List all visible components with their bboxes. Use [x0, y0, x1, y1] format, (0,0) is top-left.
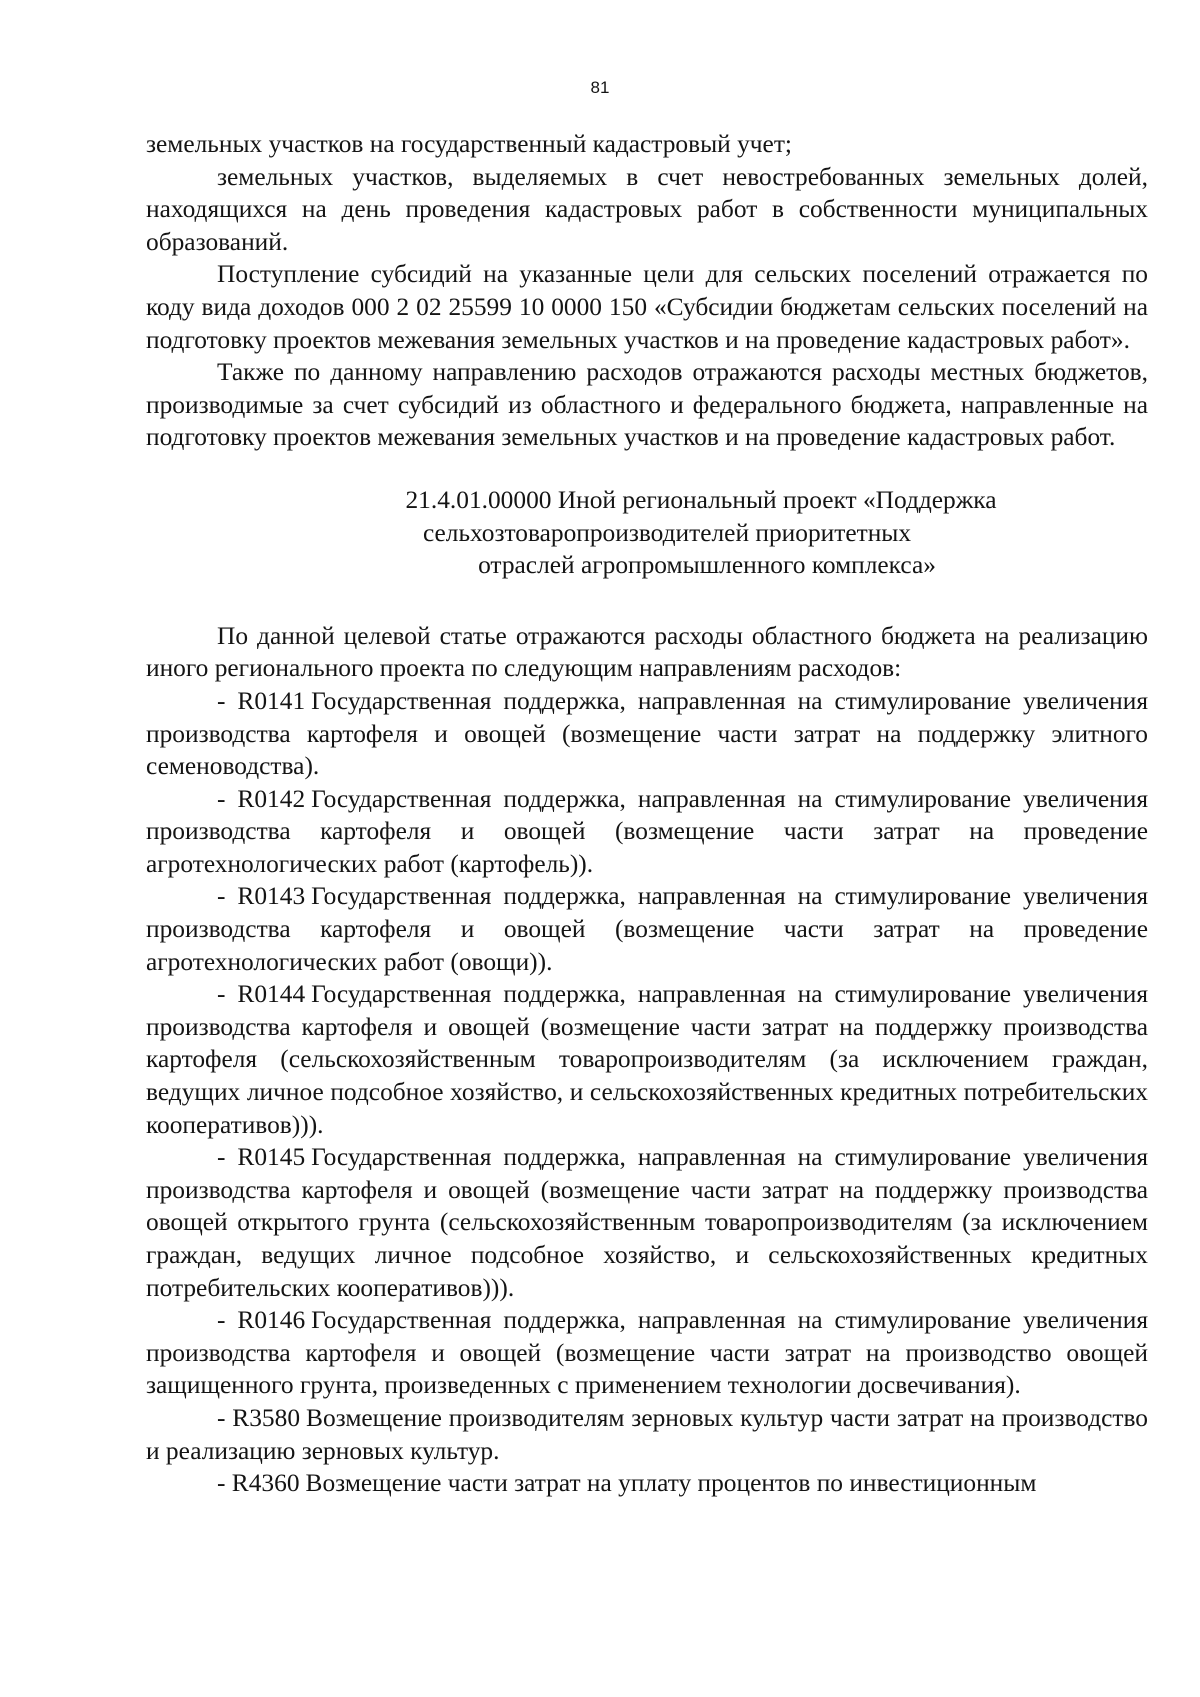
item-text: Государственная поддержка, направленная на стимулирование увеличения производства картофеля и овощей (возмещение части затрат на поддержку производства овощей открытого грунта (сельскохозяйственным товаропроизводителям (за исключением граждан, ведущих личное подсобное хозяйство, и сельскохозяйственных кредитных потребительских кооперативов))).: [146, 1143, 1148, 1302]
item-code: - R0142: [217, 784, 306, 813]
paragraph: земельных участков, выделяемых в счет невостребованных земельных долей, находящихся на день проведения кадастровых работ в собственности муниципальных образований.: [146, 162, 1148, 256]
item-code: - R0144: [217, 980, 306, 1009]
list-item: [146, 783, 1148, 881]
item-text: Государственная поддержка, направленная на стимулирование увеличения производства картофеля и овощей (возмещение части затрат на поддержку производства картофеля (сельскохозяйственным товаропроизводителям (за исключением граждан, ведущих личное подсобное хозяйство, и сельскохозяйственных кредитных потребительских кооперативов))).: [146, 980, 1148, 1139]
document-body: [146, 128, 1148, 1500]
item-code: - R3580: [217, 1403, 301, 1432]
list-item: [146, 1467, 1148, 1500]
paragraph: Также по данному направлению расходов отражаются расходы местных бюджетов, производимые за счет субсидий из областного и федерального бюджета, направленные на подготовку проектов межевания земельных участков и на проведение кадастровых работ.: [146, 358, 1148, 452]
heading-line: отраслей агропромышленного комплекса»: [478, 551, 936, 580]
item-text: Государственная поддержка, направленная на стимулирование увеличения производства картофеля и овощей (возмещение части затрат на производство овощей защищенного грунта, произведенных с применением технологии досвечивания).: [146, 1306, 1148, 1400]
item-code: - R0141: [217, 686, 306, 715]
heading-line: сельхозтоваропроизводителей приоритетных: [422, 518, 912, 547]
item-text: Государственная поддержка, направленная на стимулирование увеличения производства картофеля и овощей (возмещение части затрат на проведение агротехнологических работ (картофель)).: [146, 784, 1148, 878]
list-item: [146, 1304, 1148, 1402]
list-item: [146, 978, 1148, 1141]
paragraph: земельных участков на государственный кадастровый учет;: [146, 130, 792, 158]
item-text: Государственная поддержка, направленная на стимулирование увеличения производства картофеля и овощей (возмещение части затрат на проведение агротехнологических работ (овощи)).: [146, 882, 1148, 976]
item-text: Государственная поддержка, направленная на стимулирование увеличения производства картофеля и овощей (возмещение части затрат на поддержку элитного семеноводства).: [146, 686, 1148, 781]
list-item: [146, 685, 1148, 783]
list-item: [146, 1141, 1148, 1304]
heading-line: 21.4.01.00000 Иной региональный проект «Поддержка: [405, 485, 997, 514]
item-text: Возмещение производителям зерновых культур части затрат на производство и реализацию зерновых культур.: [146, 1403, 1149, 1465]
item-code: - R0146: [217, 1306, 306, 1335]
page-number: 81: [590, 78, 610, 97]
list-item: [146, 880, 1148, 978]
list-item: [146, 1402, 1148, 1467]
paragraph: Поступление субсидий на указанные цели для сельских поселений отражается по коду вида доходов 000 2 02 25599 10 0000 150 «Субсидии бюджетам сельских поселений на подготовку проектов межевания земельных участков и на проведение кадастровых работ».: [146, 260, 1148, 354]
item-code: - R0143: [217, 882, 306, 911]
section-heading: [146, 484, 1148, 582]
item-code: - R0145: [217, 1143, 306, 1172]
item-text: Возмещение части затрат на уплату процентов по инвестиционным: [305, 1469, 1037, 1498]
intro-paragraph: По данной целевой статье отражаются расходы областного бюджета на реализацию иного регионального проекта по следующим направлениям расходов:: [146, 621, 1148, 683]
item-code: - R4360: [217, 1469, 300, 1498]
